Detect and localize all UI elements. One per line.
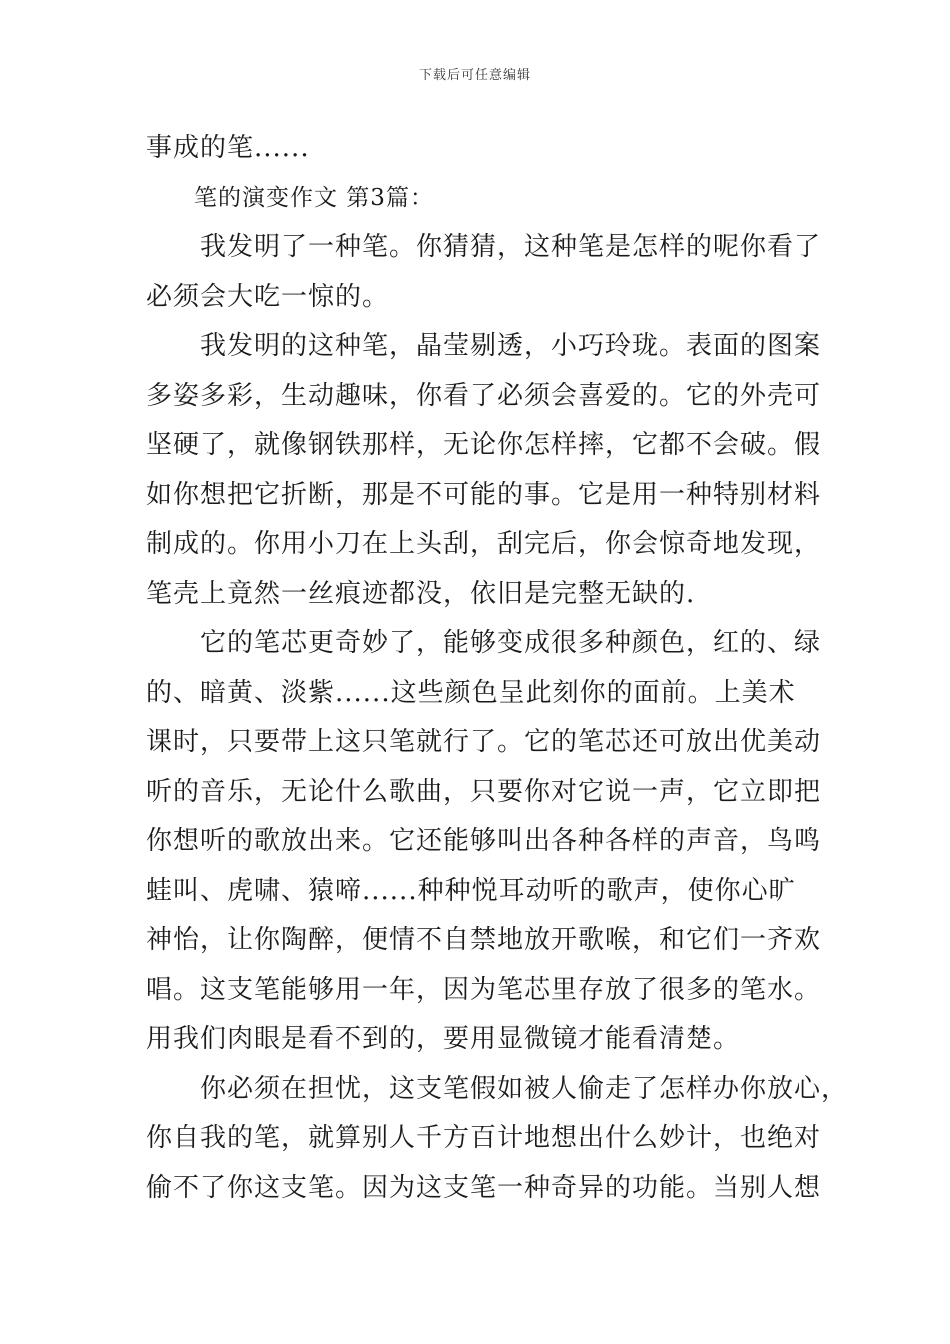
text-line: 坚硬了，就像钢铁那样，无论你怎样摔，它都不会破。假 [146,430,822,460]
text-line: 多姿多彩，生动趣味，你看了必须会喜爱的。它的外壳可 [146,380,822,411]
text-line: 课时，只要带上这只笔就行了。它的笔芯还可放出优美动 [146,727,822,757]
text-line: 如你想把它折断，那是不可能的事。它是用一种特别材料 [146,479,822,510]
text-line: 你自我的笔，就算别人千方百计地想出什么妙计，也绝对 [146,1123,822,1153]
text-line: 的、暗黄、淡紫......这些颜色呈此刻你的面前。上美术 [146,677,796,708]
section-title: 笔的演变作文 第3篇： [194,184,434,211]
text-line: 偷不了你这支笔。因为这支笔一种奇异的功能。当别人想 [146,1172,822,1203]
text-line: 你必须在担忧，这支笔假如被人偷走了怎样办你放心， [200,1073,849,1104]
text-line: 事成的笔...... [146,133,310,163]
text-line: 我发明了一种笔。你猜猜，这种笔是怎样的呢你看了 [200,232,822,262]
text-line: 笔壳上竟然一丝痕迹都没，依旧是完整无缺的. [146,578,696,609]
text-line: 唱。这支笔能够用一年，因为笔芯里存放了很多的笔水。 [146,974,822,1005]
text-line: 神怡，让你陶醉，便情不自禁地放开歌喉，和它们一齐欢 [146,925,822,955]
text-line: 必须会大吃一惊的。 [146,281,390,312]
document-body [146,124,849,1213]
text-line: 我发明的这种笔，晶莹剔透，小巧玲珑。表面的图案 [200,331,822,361]
text-line: 蛙叫、虎啸、猿啼......种种悦耳动听的歌声，使你心旷 [146,875,796,906]
text-line: 你想听的歌放出来。它还能够叫出各种各样的声音，鸟鸣 [146,826,822,856]
text-line: 用我们肉眼是看不到的，要用显微镜才能看清楚。 [146,1024,741,1054]
page-header-note: 下载后可任意编辑 [418,68,531,83]
text-line: 听的音乐，无论什么歌曲，只要你对它说一声，它立即把 [146,776,822,807]
text-line: 它的笔芯更奇妙了，能够变成很多种颜色，红的、绿 [200,628,822,658]
text-line: 制成的。你用小刀在上头刮，刮完后，你会惊奇地发现， [146,529,822,559]
